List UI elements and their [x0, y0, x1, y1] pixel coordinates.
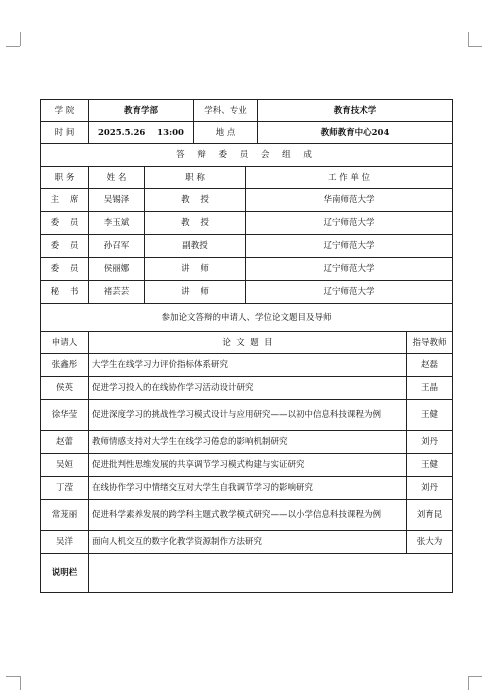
thesis-advisor: 张大为 [407, 531, 453, 554]
college-value: 教育学部 [89, 100, 194, 122]
committee-member-row [41, 258, 453, 281]
place-value: 教师教育中心204 [258, 122, 453, 144]
remarks-label: 说明栏 [41, 554, 89, 593]
member-unit: 辽宁师范大学 [246, 235, 453, 258]
thesis-advisor: 王晶 [407, 377, 453, 400]
member-unit: 辽宁师范大学 [246, 258, 453, 281]
thesis-title: 促进深度学习的挑战性学习模式设计与应用研究——以初中信息科技课程为例 [89, 400, 407, 431]
member-name: 吴锡泽 [89, 189, 145, 212]
thesis-row [41, 454, 453, 477]
thesis-applicant: 张鑫彤 [41, 354, 89, 377]
major-label: 学科、专业 [194, 100, 258, 122]
committee-member-row [41, 189, 453, 212]
thesis-applicant: 吴洋 [41, 531, 89, 554]
member-role: 主 席 [41, 189, 89, 212]
col-thesis-title: 论 文 题 目 [89, 332, 407, 354]
col-rank: 职 称 [145, 167, 246, 189]
member-role: 秘 书 [41, 281, 89, 304]
place-label: 地 点 [194, 122, 258, 144]
defense-info-table [40, 99, 453, 593]
time-value: 2025.5.26 13:00 [89, 122, 194, 144]
thesis-row [41, 400, 453, 431]
committee-header-row [41, 167, 453, 189]
thesis-applicant: 侯英 [41, 377, 89, 400]
thesis-row [41, 477, 453, 500]
thesis-row [41, 431, 453, 454]
thesis-title: 面向人机交互的数字化教学资源制作方法研究 [89, 531, 407, 554]
thesis-applicant: 吴姮 [41, 454, 89, 477]
member-unit: 华南师范大学 [246, 189, 453, 212]
crop-mark-top-left [20, 32, 21, 46]
col-unit: 工 作 单 位 [246, 167, 453, 189]
theses-header-row [41, 332, 453, 354]
crop-mark-top-right [468, 32, 469, 46]
col-advisor: 指导教师 [407, 332, 453, 354]
committee-member-row [41, 235, 453, 258]
remarks-row [41, 554, 453, 593]
theses-section-title: 参加论文答辩的申请人、学位论文题目及导师 [41, 304, 453, 332]
theses-title-row [41, 304, 453, 332]
thesis-advisor: 刘丹 [407, 477, 453, 500]
crop-mark-top-right [468, 46, 482, 47]
thesis-applicant: 丁滢 [41, 477, 89, 500]
time-label: 时 间 [41, 122, 89, 144]
member-rank: 教 授 [145, 189, 246, 212]
member-rank: 讲 师 [145, 258, 246, 281]
thesis-advisor: 赵磊 [407, 354, 453, 377]
committee-title-row [41, 144, 453, 167]
member-rank: 教 授 [145, 212, 246, 235]
member-name: 侯丽娜 [89, 258, 145, 281]
col-name: 姓 名 [89, 167, 145, 189]
major-value: 教育技术学 [258, 100, 453, 122]
committee-title: 答 辩 委 员 会 组 成 [41, 144, 453, 167]
thesis-title: 促进批判性思维发展的共享调节学习模式构建与实证研究 [89, 454, 407, 477]
thesis-title: 教师情感支持对大学生在线学习倦怠的影响机制研究 [89, 431, 407, 454]
thesis-row [41, 377, 453, 400]
crop-mark-bottom-right [468, 676, 469, 690]
thesis-advisor: 王健 [407, 400, 453, 431]
member-unit: 辽宁师范大学 [246, 281, 453, 304]
thesis-row [41, 354, 453, 377]
member-rank: 讲 师 [145, 281, 246, 304]
thesis-applicant: 赵蕾 [41, 431, 89, 454]
member-unit: 辽宁师范大学 [246, 212, 453, 235]
col-applicant: 申请人 [41, 332, 89, 354]
remarks-value [89, 554, 453, 593]
thesis-title: 在线协作学习中情绪交互对大学生自我调节学习的影响研究 [89, 477, 407, 500]
crop-mark-bottom-right [468, 676, 482, 677]
committee-member-row [41, 281, 453, 304]
crop-mark-top-left [6, 46, 20, 47]
member-name: 褚芸芸 [89, 281, 145, 304]
member-rank: 副教授 [145, 235, 246, 258]
time-row [41, 122, 453, 144]
member-role: 委 员 [41, 258, 89, 281]
col-role: 职 务 [41, 167, 89, 189]
member-name: 李玉斌 [89, 212, 145, 235]
thesis-applicant: 徐华莹 [41, 400, 89, 431]
thesis-advisor: 刘丹 [407, 431, 453, 454]
crop-mark-bottom-left [20, 676, 21, 690]
member-role: 委 员 [41, 235, 89, 258]
thesis-title: 大学生在线学习力评价指标体系研究 [89, 354, 407, 377]
member-name: 孙召军 [89, 235, 145, 258]
thesis-applicant: 常茏丽 [41, 500, 89, 531]
member-role: 委 员 [41, 212, 89, 235]
thesis-advisor: 王健 [407, 454, 453, 477]
thesis-row [41, 531, 453, 554]
crop-mark-bottom-left [6, 676, 20, 677]
thesis-title: 促进科学素养发展的跨学科主题式教学模式研究——以小学信息科技课程为例 [89, 500, 407, 531]
college-label: 学 院 [41, 100, 89, 122]
thesis-row [41, 500, 453, 531]
committee-member-row [41, 212, 453, 235]
thesis-title: 促进学习投入的在线协作学习活动设计研究 [89, 377, 407, 400]
college-row [41, 100, 453, 122]
thesis-advisor: 刘育昆 [407, 500, 453, 531]
